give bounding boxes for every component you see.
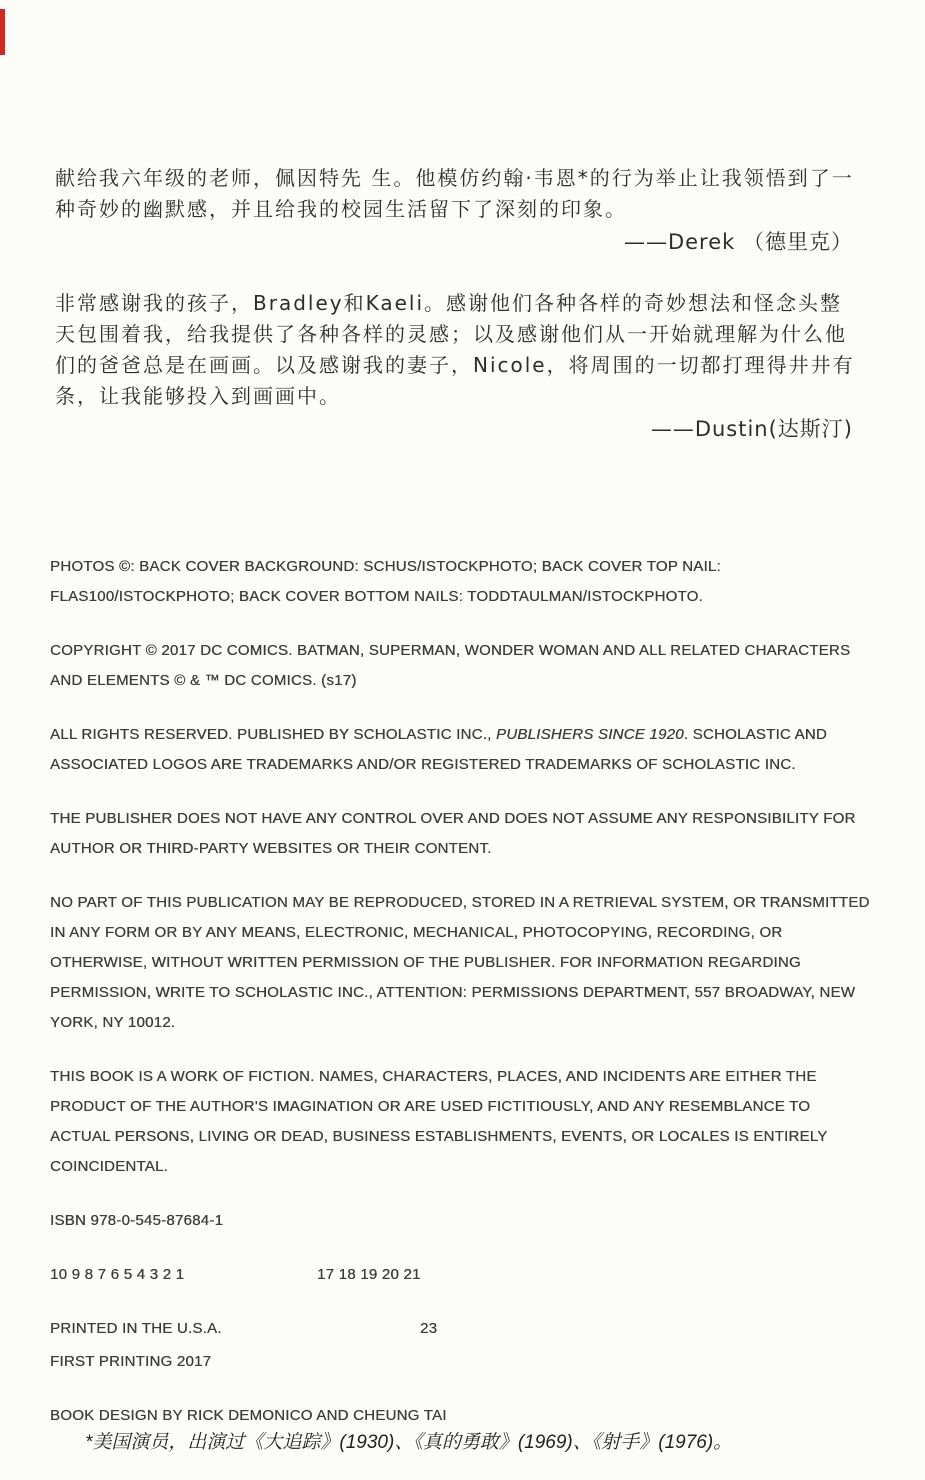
- print-year-numbers: 17 18 19 20 21: [317, 1266, 421, 1283]
- first-printing: FIRST PRINTING 2017: [50, 1353, 212, 1370]
- photo-credits: PHOTOS ©: BACK COVER BACKGROUND: SCHUS/ISTOCKPHOTO; BACK COVER TOP NAIL: FLAS100/ISTOCKPHOTO; BACK COVER BOTTOM NAILS: TODDTAULMAN/ISTOCKPHOTO.: [50, 558, 721, 605]
- publisher-disclaimer: THE PUBLISHER DOES NOT HAVE ANY CONTROL OVER AND DOES NOT ASSUME ANY RESPONSIBILITY FOR AUTHOR OR THIRD-PARTY WEBSITES OR THEIR CONTENT.: [50, 810, 856, 857]
- print-run-numbers: 10 9 8 7 6 5 4 3 2 1: [50, 1266, 185, 1283]
- dedication-dustin-text: 非常感谢我的孩子，Bradley和Kaeli。感谢他们各种各样的奇妙想法和怪念头整天包围着我，给我提供了各种各样的灵感；以及感谢他们从一开始就理解为什么他们的爸爸总是在画画。以及感谢我的妻子，Nicole，将周围的一切都打理得井井有条，让我能够投入到画画中。: [55, 291, 855, 408]
- john-wayne-footnote: *美国演员，出演过《大追踪》(1930)、《真的勇敢》(1969)、《射手》(1976)。: [85, 1432, 733, 1453]
- printed-in-usa: PRINTED IN THE U.S.A.: [50, 1320, 222, 1337]
- print-run-row: [50, 1260, 872, 1290]
- red-edge-mark: [0, 9, 5, 55]
- isbn: ISBN 978-0-545-87684-1: [50, 1212, 224, 1229]
- printed-in-row: [50, 1314, 872, 1344]
- printer-code: 23: [420, 1320, 438, 1337]
- rights-reserved: [50, 720, 872, 780]
- dedication-dustin-attribution: ——Dustin(达斯汀): [650, 417, 853, 441]
- dedication-derek-text: 献给我六年级的老师，佩因特先 生。他模仿约翰·韦恩*的行为举止让我领悟到了一种奇妙的幽默感，并且给我的校园生活留下了深刻的印象。: [55, 166, 854, 221]
- rights-post: . SCHOLASTIC AND ASSOCIATED LOGOS ARE TRADEMARKS AND/OR REGISTERED TRADEMARKS OF SCHOLASTIC INC.: [50, 726, 827, 773]
- permissions-notice: NO PART OF THIS PUBLICATION MAY BE REPRODUCED, STORED IN A RETRIEVAL SYSTEM, OR TRANSMITTED IN ANY FORM OR BY ANY MEANS, ELECTRONIC, MECHANICAL, PHOTOCOPYING, RECORDING, OR OTHERWISE, WITHOUT WRITTEN PERMISSION OF THE PUBLISHER. FOR INFORMATION REGARDING PERMISSION, WRITE TO SCHOLASTIC INC., ATTENTION: PERMISSIONS DEPARTMENT, 557 BROADWAY, NEW YORK, NY 10012.: [50, 894, 870, 1031]
- dedication-derek-attribution: ——Derek （德里克）: [623, 230, 853, 254]
- copyright-notice: COPYRIGHT © 2017 DC COMICS. BATMAN, SUPERMAN, WONDER WOMAN AND ALL RELATED CHARACTERS AND ELEMENTS © & ™ DC COMICS. (s17): [50, 642, 851, 689]
- dedication-derek: [55, 163, 857, 258]
- book-design-credit: BOOK DESIGN BY RICK DEMONICO AND CHEUNG TAI: [50, 1407, 447, 1424]
- fiction-disclaimer: THIS BOOK IS A WORK OF FICTION. NAMES, CHARACTERS, PLACES, AND INCIDENTS ARE EITHER THE PRODUCT OF THE AUTHOR'S IMAGINATION OR ARE USED FICTITIOUSLY, AND ANY RESEMBLANCE TO ACTUAL PERSONS, LIVING OR DEAD, BUSINESS ESTABLISHMENTS, EVENTS, OR LOCALES IS ENTIRELY COINCIDENTAL.: [50, 1068, 828, 1175]
- dedication-dustin: [55, 288, 857, 445]
- legal-block: [50, 552, 872, 1455]
- rights-pre: ALL RIGHTS RESERVED. PUBLISHED BY SCHOLASTIC INC.,: [50, 726, 496, 743]
- publishers-since-1920: PUBLISHERS SINCE 1920: [495, 726, 684, 743]
